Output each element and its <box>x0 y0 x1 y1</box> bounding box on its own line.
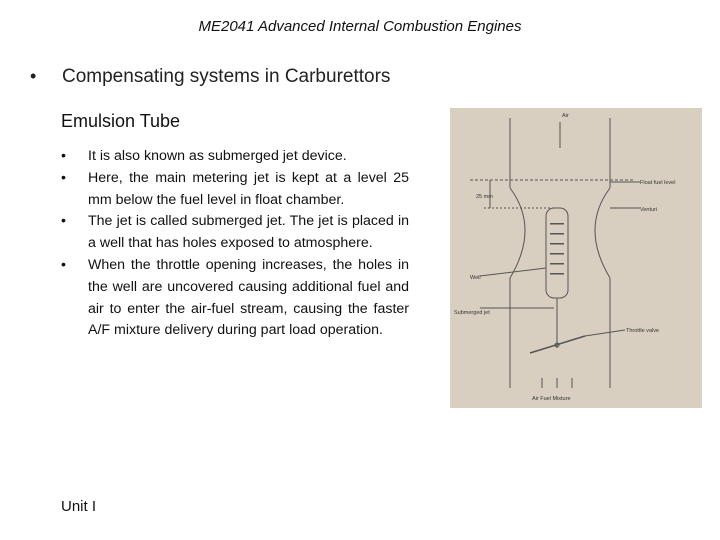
bullet-text: When the throttle opening increases, the holes in the well are uncovered causing additional fuel and air to enter the air-fuel stream, causing the faster A/F mixture delivery during part load operation. <box>88 256 409 339</box>
list-item <box>61 255 409 342</box>
label-fuel-level: Float fuel level <box>640 180 676 186</box>
emulsion-tube-diagram <box>450 108 702 408</box>
bullet-text: It is also known as submerged jet device. <box>88 148 347 164</box>
label-venturi: Venturi <box>640 207 658 213</box>
bullet-text: The jet is called submerged jet. The jet is placed in a well that has holes exposed to atmosphere. <box>88 213 409 252</box>
throttle-leader <box>585 330 625 336</box>
left-venturi-wall <box>510 188 525 278</box>
main-bullet-marker: • <box>30 66 37 86</box>
label-bottom: Air Fuel Mixture <box>532 396 571 402</box>
label-air-top: Air <box>562 113 569 119</box>
label-dimension: 25 mm <box>476 194 493 200</box>
well-holes <box>550 223 564 275</box>
unit-label: Unit I <box>61 498 97 515</box>
bullet-list <box>61 146 409 342</box>
well-leader <box>480 268 546 276</box>
main-point <box>30 66 390 88</box>
list-item <box>61 146 409 168</box>
section-title: Emulsion Tube <box>61 111 181 131</box>
right-venturi-wall <box>595 188 610 278</box>
main-point-text: Compensating systems in Carburettors <box>62 66 391 87</box>
bullet-text: Here, the main metering jet is kept at a level 25 mm below the fuel level in float chamber. <box>88 169 409 208</box>
list-item <box>61 211 409 255</box>
diagram-svg <box>450 108 702 408</box>
label-well: Well <box>470 275 481 281</box>
bullet-marker: • <box>61 256 66 273</box>
list-item <box>61 168 409 212</box>
label-throttle: Throttle valve <box>626 328 660 334</box>
bullet-marker: • <box>61 213 66 230</box>
label-jet: Submerged jet <box>454 310 490 316</box>
outlet-arrows <box>542 378 572 388</box>
bullet-marker: • <box>61 148 66 164</box>
course-header <box>0 18 720 35</box>
course-title: ME2041 Advanced Internal Combustion Engines <box>198 18 522 35</box>
bullet-marker: • <box>61 169 66 186</box>
